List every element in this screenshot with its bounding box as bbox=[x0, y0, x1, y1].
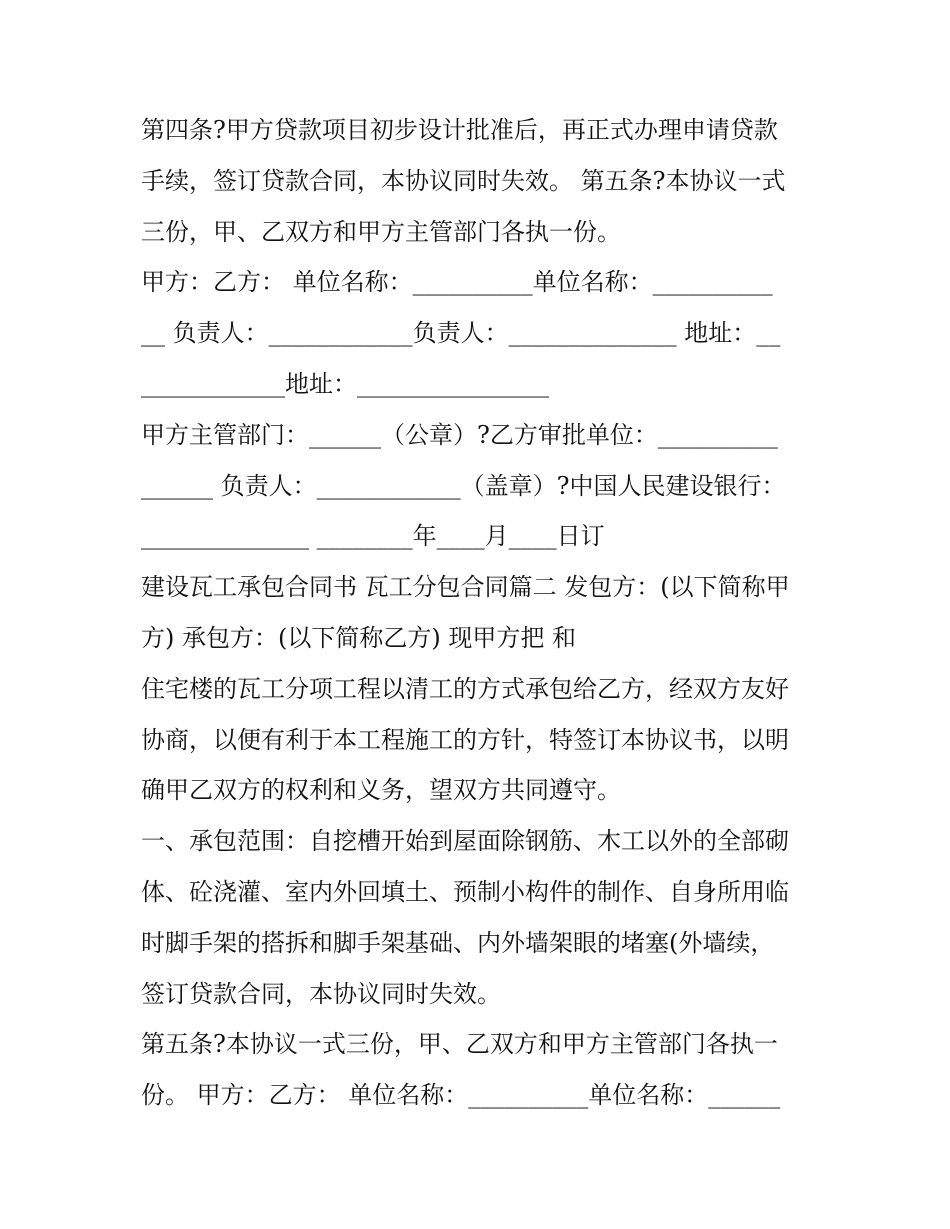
text-line: __ 负责人：____________负责人：______________ 地址：__ bbox=[141, 319, 781, 348]
text-line: 签订贷款合同，本协议同时失效。 bbox=[141, 979, 501, 1008]
text-line: 第四条?甲方贷款项目初步设计批准后，再正式办理申请贷款 bbox=[141, 116, 778, 144]
text-line: 一、承包范围：自挖槽开始到屋面除钢筋、木工以外的全部砌 bbox=[141, 827, 789, 856]
text-line: 甲方：乙方： 单位名称：__________单位名称：__________ bbox=[141, 268, 773, 297]
text-line: 时脚手架的搭拆和脚手架基础、内外墙架眼的堵塞(外墙续， bbox=[141, 928, 775, 957]
text-line: 第五条?本协议一式三份，甲、乙双方和甲方主管部门各执一 bbox=[141, 1030, 778, 1059]
text-line: 建设瓦工承包合同书 瓦工分包合同篇二 发包方：(以下简称甲 bbox=[141, 573, 790, 602]
text-line: 份。 甲方：乙方： 单位名称：__________单位名称：______ bbox=[141, 1081, 781, 1110]
document-body bbox=[141, 105, 821, 1121]
text-line: 协商，以便有利于本工程施工的方针，特签订本协议书，以明 bbox=[141, 725, 789, 754]
text-line: 方) 承包方：(以下简称乙方) 现甲方把 和 bbox=[141, 623, 576, 652]
text-line: 确甲乙双方的权利和义务，望双方共同遵守。 bbox=[141, 776, 621, 805]
text-line: 体、砼浇灌、室内外回填土、预制小构件的制作、自身所用临 bbox=[141, 877, 789, 906]
text-line: 住宅楼的瓦工分项工程以清工的方式承包给乙方，经双方友好 bbox=[141, 674, 789, 703]
text-line: 三份，甲、乙双方和甲方主管部门各执一份。 bbox=[141, 217, 621, 246]
text-line: 手续，签订贷款合同，本协议同时失效。 第五条?本协议一式 bbox=[141, 166, 786, 195]
text-line: 甲方主管部门：______（公章）?乙方审批单位：__________ bbox=[141, 420, 778, 449]
text-line: ______________ ________年____月____日订 bbox=[141, 522, 605, 551]
text-line: ______ 负责人：____________（盖章）?中国人民建设银行： bbox=[141, 471, 786, 500]
text-line: ____________地址：________________ bbox=[141, 369, 549, 398]
